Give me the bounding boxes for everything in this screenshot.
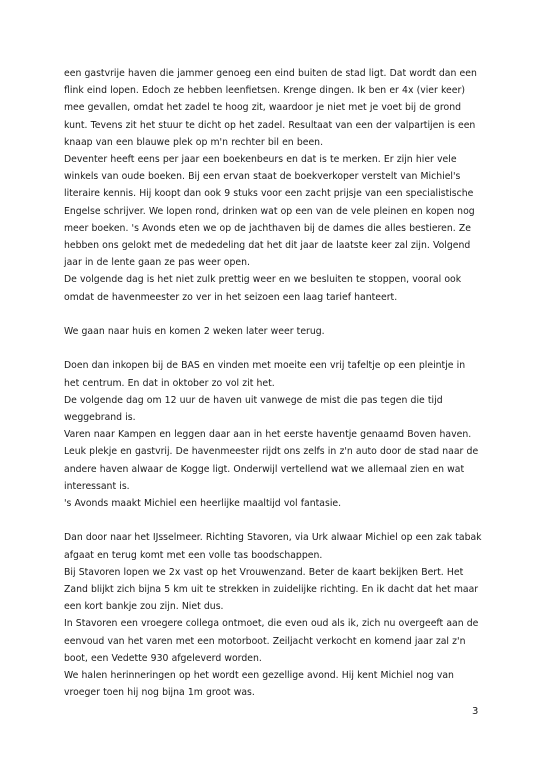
- paragraph-maaltijd: 's Avonds maakt Michiel een heerlijke maaltijd vol fantasie.: [64, 498, 342, 510]
- paragraph-spacer: [64, 512, 482, 529]
- paragraph-leenfietsen: een gastvrije haven die jammer genoeg een eind buiten de stad ligt. Dat wordt dan een flink eind lopen. Edoch ze hebben leenfietsen. Krenge dingen. Ik ben er 4x (vier keer) mee gevallen, omdat het zadel te hoog zit, waardoor je niet met je voet bij de grond kunt. Tevens zit het stuur te dicht op het zadel. Resultaat van een der valpartijen is een knaap van een blauwe plek op m'n rechter bil en been.: [64, 68, 477, 148]
- paragraph-deventer: Deventer heeft eens per jaar een boekenbeurs en dat is te merken. Er zijn hier vele winkels van oude boeken. Bij een ervan staat de boekverkoper verstelt van Michiel's literaire kennis. Hij koopt dan ook 9 stuks voor een zacht prijsje van een specialistische Engelse schrijver. We lopen rond, drinken wat op een van de vele pleinen en kopen nog meer boeken. 's Avonds eten we op de jachthaven bij de dames die alles bestieren. Ze hebben ons gelokt met de mededeling dat het dit jaar de laatste keer zal zijn. Volgend jaar in de lente gaan ze pas weer open.: [64, 154, 475, 269]
- paragraph-herinneringen: We halen herinneringen op het wordt een gezellige avond. Hij kent Michiel nog van vroeger toen hij nog bijna 1m groot was.: [64, 670, 454, 699]
- paragraph-naar-huis: We gaan naar huis en komen 2 weken later weer terug.: [64, 326, 325, 338]
- paragraph-mist: De volgende dag om 12 uur de haven uit vanwege de mist die pas tegen die tijd weggebrand is.: [64, 394, 443, 424]
- paragraph-inkopen: Doen dan inkopen bij de BAS en vinden met moeite een vrij tafeltje op een pleintje in het centrum. En dat in oktober zo vol zit het.: [64, 360, 466, 389]
- paragraph-spacer: [64, 306, 482, 323]
- body-text: [64, 65, 482, 701]
- paragraph-ijsselmeer: Dan door naar het IJsselmeer. Richting Stavoren, via Urk alwaar Michiel op een zak tabak afgaat en terug komt met een volle tas boodschappen.: [64, 532, 482, 561]
- paragraph-kampen: Varen naar Kampen en leggen daar aan in het eerste haventje genaamd Boven haven. Leuk plekje en gastvrij. De havenmeester rijdt ons zelfs in z'n auto door de stad naar de andere haven alwaar de Kogge ligt. Onderwijl vertellend wat we allemaal zien en wat interessant is.: [64, 429, 479, 492]
- page-number: 3: [472, 706, 479, 717]
- paragraph-vrouwenzand: Bij Stavoren lopen we 2x vast op het Vrouwenzand. Beter de kaart bekijken Bert. Het Zand blijkt zich bijna 5 km uit te strekken in zuidelijke richting. En ik dacht dat het maar een kort bankje zou zijn. Niet dus.: [64, 566, 479, 613]
- paragraph-stoppen: De volgende dag is het niet zulk prettig weer en we besluiten te stoppen, vooral ook omdat de havenmeester zo ver in het seizoen een laag tarief hanteert.: [64, 274, 462, 303]
- paragraph-collega: In Stavoren een vroegere collega ontmoet, die even oud als ik, zich nu overgeeft aan de eenvoud van het varen met een motorboot. Zeiljacht verkocht en komend jaar zal z'n boot, een Vedette 930 afgeleverd worden.: [64, 618, 479, 664]
- paragraph-spacer: [64, 340, 482, 357]
